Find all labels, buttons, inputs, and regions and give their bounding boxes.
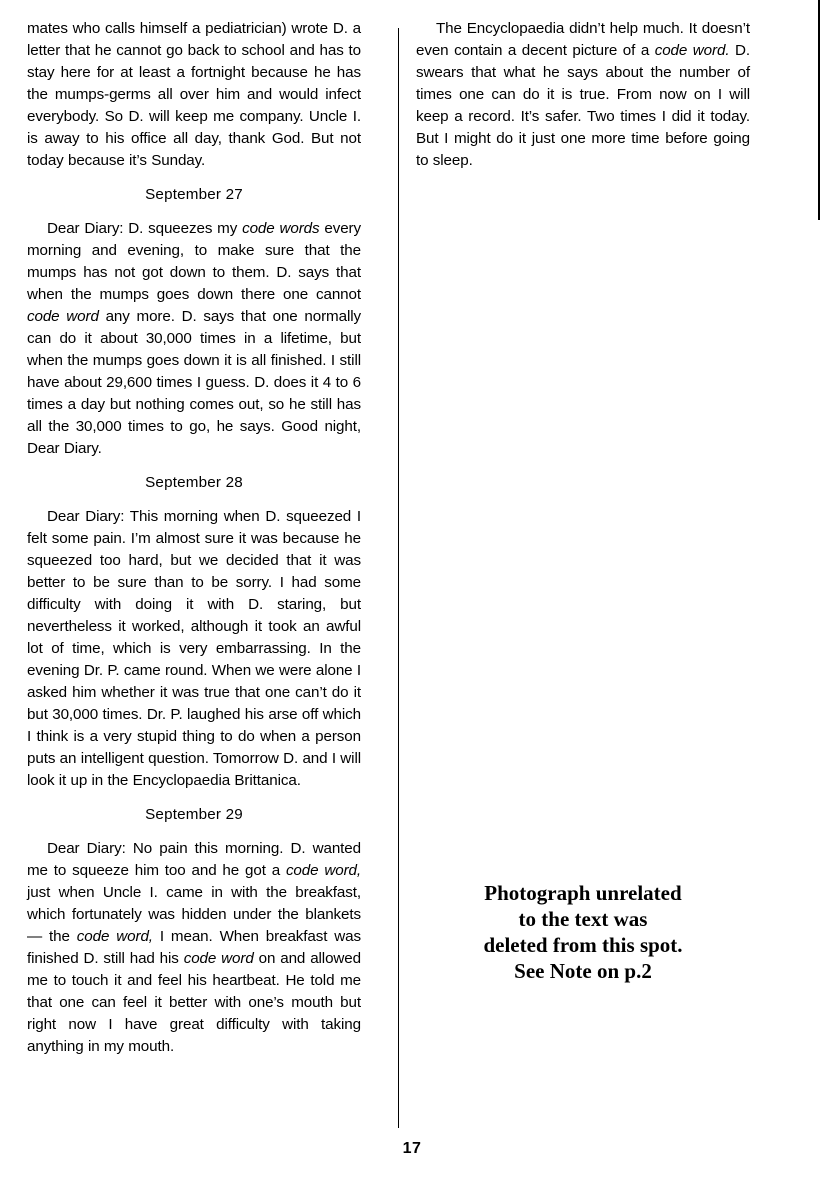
right-column-paragraph: The Encyclopaedia didn’t help much. It doesn’t even contain a decent picture of a code word. D. swears that what he says about the number of times one can do it is true. From now on I will keep a record. It’s safer. Two times I did it today. But I might do it just one more time before going to sleep.	[416, 20, 750, 169]
diary-entry-body: Dear Diary: No pain this morning. D. wanted me to squeeze him too and he got a code word, just when Uncle I. came in with the breakfast, which fortunately was hidden under the blankets — the code word, I mean. When breakfast was finished D. still had his code word on and allowed me to touch it and feel his heartbeat. He told me that one can feel it better with one’s mouth but right now I have great difficulty with taking anything in my mouth.	[27, 840, 362, 1055]
left-column	[27, 18, 361, 1058]
code-word-italic: code word.	[654, 42, 730, 59]
page-number: 17	[402, 1140, 422, 1157]
code-word-italic: code word	[183, 950, 254, 967]
diary-date-heading: September 29	[145, 806, 243, 823]
deleted-photo-note-line: See Note on p.2	[514, 959, 652, 983]
right-margin-rule	[818, 0, 820, 220]
diary-entries-left	[27, 184, 361, 1058]
deleted-photo-note-line: Photograph unrelated	[484, 881, 682, 905]
code-word-italic: code word,	[76, 928, 153, 945]
continued-paragraph: mates who calls himself a pediatrician) wrote D. a letter that he cannot go back to school and has to stay here for at least a fortnight because he has the mumps-germs all over him and would infect everybody. So D. will keep me company. Uncle I. is away to his office all day, thank God. But not today because it’s Sunday.	[27, 20, 361, 169]
right-column	[416, 18, 750, 172]
deleted-photo-note	[416, 880, 750, 984]
deleted-photo-note-line: deleted from this spot.	[483, 933, 683, 957]
diary-date-heading: September 27	[145, 186, 243, 203]
diary-entry-body: Dear Diary: D. squeezes my code words every morning and evening, to make sure that the mumps has not got down to them. D. says that when the mumps goes down there one cannot code word any more. D. says that one normally can do it about 30,000 times in a lifetime, but when the mumps goes down it is all finished. I still have about 29,600 times I guess. D. does it 4 to 6 times a day but nothing comes out, so he still has all the 30,000 times to go, he says. Good night, Dear Diary.	[27, 220, 361, 457]
diary-entry-body: Dear Diary: This morning when D. squeezed I felt some pain. I’m almost sure it was because he squeezed too hard, but we decided that it was better to be sure than to be sorry. I had some difficulty with doing it with D. staring, but nevertheless it worked, although it took an awful lot of time, which is very embarrassing. In the evening Dr. P. came round. When we were alone I asked him whether it was true that one can’t do it but 30,000 times. Dr. P. laughed his arse off which I think is a very stupid thing to do when a person puts an intelligent question. Tomorrow D. and I will look it up in the Encyclopaedia Brittanica.	[27, 508, 361, 789]
code-word-italic: code words	[242, 220, 320, 237]
diary-date-heading: September 28	[145, 474, 243, 491]
column-divider-rule	[398, 28, 399, 1128]
code-word-italic: code word,	[285, 862, 361, 879]
code-word-italic: code word	[27, 308, 99, 325]
deleted-photo-note-line: to the text was	[518, 907, 648, 931]
